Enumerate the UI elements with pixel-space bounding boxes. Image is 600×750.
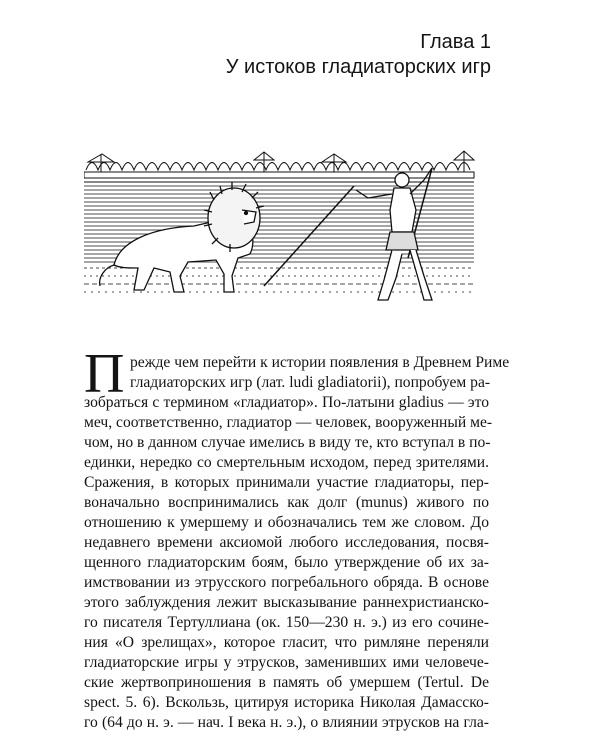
text-line: этого заблуждения лежит высказывание раннехристианско- — [84, 594, 489, 611]
gladiator-lion-illustration-icon — [84, 150, 476, 310]
text-line: гладиаторских игр (лат. ludi gladiatorii), попробуем ра- — [130, 374, 491, 391]
chapter-title: У истоков гладиаторских игр — [225, 56, 491, 78]
text-line: гладиаторские игры у этрусков, заменивших ими человече- — [84, 654, 489, 671]
text-line: щенного гладиаторским боям, было утверждение об их за- — [84, 554, 489, 571]
text-line: ские жертвоприношения в память об умершем (Tertul. De — [84, 674, 489, 691]
text-line: Сражения, в которых принимали участие гладиаторы, пер- — [84, 474, 489, 491]
text-line: зобраться с термином «гладиатор». По-латыни gladius — это — [84, 394, 489, 411]
text-line: имствовании из этрусского погребального обряда. В основе — [84, 574, 489, 591]
text-line: ния «О зрелищах», которое гласит, что римляне переняли — [84, 634, 489, 651]
text-line: чом, но в данном случае имелись в виду те, кто вступал в по- — [84, 434, 491, 451]
text-line: меч, соответственно, гладиатор — человек, вооруженный ме- — [84, 414, 493, 431]
text-line: недавнего времени аксиомой любого исследования, посвя- — [84, 534, 489, 551]
chapter-body-text — [84, 343, 510, 733]
text-line: spect. 5. 6). Вскользь, цитируя историка Николая Дамасско- — [84, 694, 489, 711]
text-line: единки, нередко со смертельным исходом, перед зрителями. — [84, 454, 489, 471]
text-line: го писателя Тертуллиана (ок. 150—230 н. э.) из его сочине- — [84, 614, 489, 631]
chapter-header — [226, 30, 491, 80]
text-line: режде чем перейти к истории появления в Древнем Риме — [130, 354, 510, 371]
chapter-number: Глава 1 — [420, 31, 491, 53]
text-line: отношению к умершему и обозначались тем же словом. До — [84, 514, 489, 531]
drop-cap: П — [84, 343, 125, 405]
text-line: го (64 до н. э. — нач. I века н. э.), о влиянии этрусков на гла- — [84, 714, 489, 731]
text-line: воначально воспринимались как долг (munus) живого по — [84, 494, 489, 511]
